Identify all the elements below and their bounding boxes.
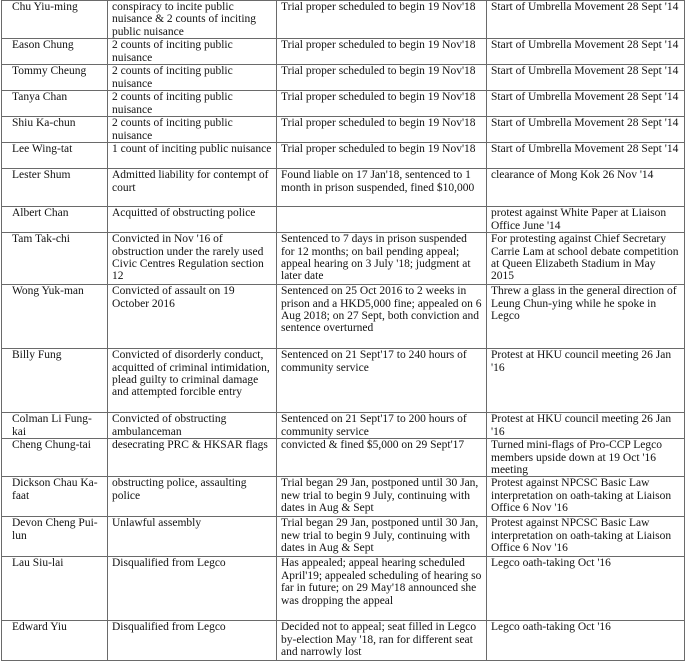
table-row (2, 117, 685, 143)
context-cell: Start of Umbrella Movement 28 Sept '14 (487, 117, 685, 143)
cases-table-body (2, 1, 685, 661)
table-row (2, 413, 685, 439)
context-cell: Start of Umbrella Movement 28 Sept '14 (487, 143, 685, 169)
table-row (2, 65, 685, 91)
person-name: Wong Yuk-man (2, 285, 108, 349)
person-name: Dickson Chau Ka-faat (2, 477, 108, 517)
context-cell: Threw a glass in the general direction of Leung Chun-ying while he spoke in Legco (487, 285, 685, 349)
status-cell: Trial proper scheduled to begin 19 Nov'18 (277, 91, 487, 117)
status-cell: Sentenced on 25 Oct 2016 to 2 weeks in prison and a HKD5,000 fine; appealed on 6 Aug 2018; on 27 Sept, both conviction and sentence overturned (277, 285, 487, 349)
context-cell: Protest against NPCSC Basic Law interpretation on oath-taking at Liaison Office 6 Nov '16 (487, 517, 685, 557)
charge-cell: obstructing police, assaulting police (108, 477, 277, 517)
charge-cell: Disqualified from Legco (108, 621, 277, 661)
context-cell: Legco oath-taking Oct '16 (487, 621, 685, 661)
table-row (2, 557, 685, 621)
table-row (2, 285, 685, 349)
status-cell: Trial proper scheduled to begin 19 Nov'18 (277, 65, 487, 91)
person-name: Lee Wing-tat (2, 143, 108, 169)
charge-cell: Convicted in Nov '16 of obstruction under the rarely used Civic Centres Regulation section 12 (108, 233, 277, 285)
status-cell (277, 207, 487, 233)
person-name: Eason Chung (2, 39, 108, 65)
charge-cell: Convicted of disorderly conduct, acquitted of criminal intimidation, plead guilty to criminal damage and attempted forcible entry (108, 349, 277, 413)
person-name: Edward Yiu (2, 621, 108, 661)
person-name: Colman Li Fung-kai (2, 413, 108, 439)
charge-cell: conspiracy to incite public nuisance & 2 counts of inciting public nuisance (108, 1, 277, 39)
table-row (2, 169, 685, 207)
status-cell: Sentenced on 21 Sept'17 to 240 hours of community service (277, 349, 487, 413)
charge-cell: desecrating PRC & HKSAR flags (108, 439, 277, 477)
context-cell: protest against White Paper at Liaison Office June '14 (487, 207, 685, 233)
charge-cell: Acquitted of obstructing police (108, 207, 277, 233)
table-row (2, 621, 685, 661)
charge-cell: 2 counts of inciting public nuisance (108, 39, 277, 65)
status-cell: Sentenced to 7 days in prison suspended for 12 months; on bail pending appeal; appeal hearing on 3 July '18; judgment at later date (277, 233, 487, 285)
charge-cell: 2 counts of inciting public nuisance (108, 117, 277, 143)
table-row (2, 477, 685, 517)
person-name: Chu Yiu-ming (2, 1, 108, 39)
person-name: Tanya Chan (2, 91, 108, 117)
status-cell: Trial proper scheduled to begin 19 Nov'18 (277, 39, 487, 65)
status-cell: Trial began 29 Jan, postponed until 30 Jan, new trial to begin 9 July, continuing with dates in Aug & Sept (277, 477, 487, 517)
status-cell: convicted & fined $5,000 on 29 Sept'17 (277, 439, 487, 477)
status-cell: Sentenced on 21 Sept'17 to 200 hours of community service (277, 413, 487, 439)
charge-cell: Convicted of assault on 19 October 2016 (108, 285, 277, 349)
table-row (2, 207, 685, 233)
charge-cell: Convicted of obstructing ambulanceman (108, 413, 277, 439)
status-cell: Trial proper scheduled to begin 19 Nov'18 (277, 1, 487, 39)
table-row (2, 1, 685, 39)
charge-cell: 2 counts of inciting public nuisance (108, 65, 277, 91)
table-row (2, 233, 685, 285)
person-name: Cheng Chung-tai (2, 439, 108, 477)
charge-cell: Disqualified from Legco (108, 557, 277, 621)
context-cell: Legco oath-taking Oct '16 (487, 557, 685, 621)
person-name: Tommy Cheung (2, 65, 108, 91)
context-cell: Start of Umbrella Movement 28 Sept '14 (487, 39, 685, 65)
table-row (2, 143, 685, 169)
status-cell: Trial proper scheduled to begin 19 Nov'18 (277, 143, 487, 169)
person-name: Devon Cheng Pui-lun (2, 517, 108, 557)
table-row (2, 91, 685, 117)
status-cell: Trial began 29 Jan, postponed until 30 Jan, new trial to begin 9 July, continuing with dates in Aug & Sept (277, 517, 487, 557)
context-cell: Start of Umbrella Movement 28 Sept '14 (487, 1, 685, 39)
context-cell: For protesting against Chief Secretary Carrie Lam at school debate competition at Queen Elizabeth Stadium in May 2015 (487, 233, 685, 285)
status-cell: Decided not to appeal; seat filled in Legco by-election May '18, ran for different seat and narrowly lost (277, 621, 487, 661)
context-cell: Protest at HKU council meeting 26 Jan '16 (487, 349, 685, 413)
person-name: Billy Fung (2, 349, 108, 413)
person-name: Lester Shum (2, 169, 108, 207)
context-cell: Protest against NPCSC Basic Law interpretation on oath-taking at Liaison Office 6 Nov '16 (487, 477, 685, 517)
table-row (2, 349, 685, 413)
table-row (2, 439, 685, 477)
charge-cell: Unlawful assembly (108, 517, 277, 557)
context-cell: Start of Umbrella Movement 28 Sept '14 (487, 65, 685, 91)
context-cell: Turned mini-flags of Pro-CCP Legco members upside down at 19 Oct '16 meeting (487, 439, 685, 477)
charge-cell: 2 counts of inciting public nuisance (108, 91, 277, 117)
context-cell: Protest at HKU council meeting 26 Jan '16 (487, 413, 685, 439)
context-cell: clearance of Mong Kok 26 Nov '14 (487, 169, 685, 207)
person-name: Albert Chan (2, 207, 108, 233)
charge-cell: Admitted liability for contempt of court (108, 169, 277, 207)
person-name: Lau Siu-lai (2, 557, 108, 621)
context-cell: Start of Umbrella Movement 28 Sept '14 (487, 91, 685, 117)
cases-table (1, 0, 685, 661)
table-row (2, 517, 685, 557)
status-cell: Has appealed; appeal hearing scheduled April'19; appealed scheduling of hearing so far in future; on 29 May'18 announced she was dropping the appeal (277, 557, 487, 621)
status-cell: Trial proper scheduled to begin 19 Nov'18 (277, 117, 487, 143)
person-name: Tam Tak-chi (2, 233, 108, 285)
person-name: Shiu Ka-chun (2, 117, 108, 143)
status-cell: Found liable on 17 Jan'18, sentenced to 1 month in prison suspended, fined $10,000 (277, 169, 487, 207)
charge-cell: 1 count of inciting public nuisance (108, 143, 277, 169)
table-row (2, 39, 685, 65)
